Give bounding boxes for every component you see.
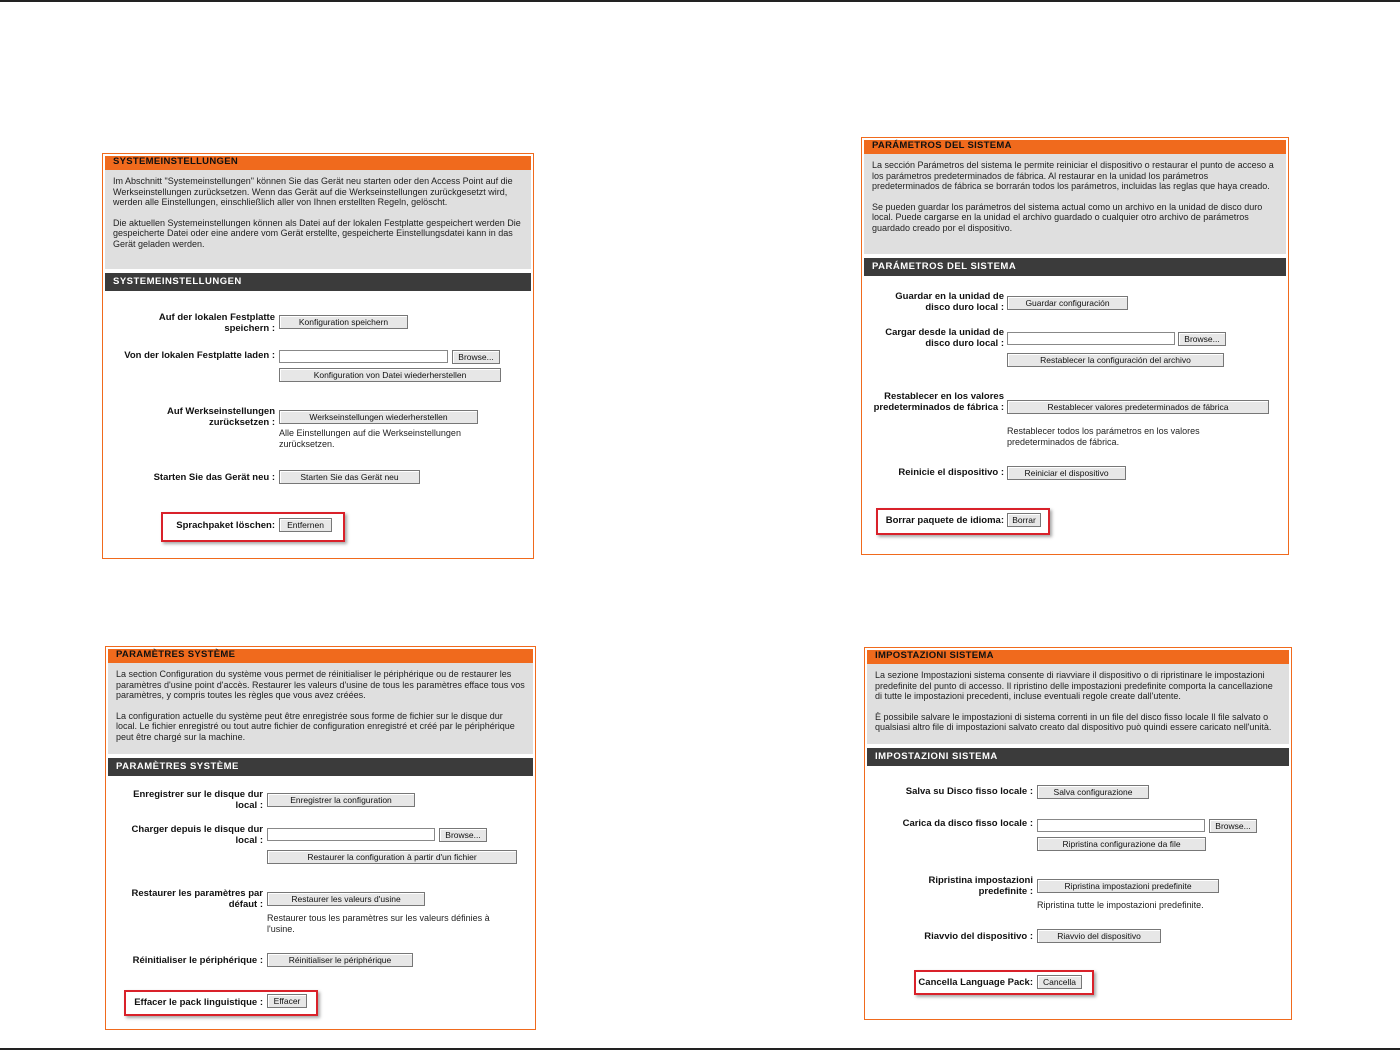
intro-box — [864, 140, 1286, 254]
load-local-label: Carica da disco fisso locale : — [902, 818, 1033, 829]
panel-german — [102, 153, 534, 559]
factory-reset-button[interactable]: Restablecer valores predeterminados de fábrica — [1007, 400, 1269, 414]
config-file-input[interactable] — [1007, 332, 1175, 345]
browse-button[interactable]: Browse... — [1178, 332, 1226, 346]
remove-language-pack-button[interactable]: Entfernen — [279, 518, 332, 532]
top-rule — [0, 0, 1400, 2]
panel-spanish — [861, 137, 1289, 555]
reboot-button[interactable]: Starten Sie das Gerät neu — [279, 470, 420, 484]
factory-reset-note: Ripristina tutte le impostazioni predefinite. — [1037, 900, 1204, 910]
save-configuration-button[interactable]: Enregistrer la configuration — [267, 793, 415, 807]
factory-reset-label: Restablecer en los valores predeterminados de fábrica : — [873, 391, 1004, 413]
save-configuration-button[interactable]: Konfiguration speichern — [279, 315, 408, 329]
intro-paragraph-1: La section Configuration du système vous permet de réinitialiser le périphérique ou de restaurer les paramètres d'usine point d'accès. Restaurer les valeurs d'usine de tous les paramètres efface tous vos paramètres, y compris toutes les règles que vous avez créées. — [116, 669, 525, 700]
save-local-label: Guardar en la unidad de disco duro local : — [895, 291, 1004, 313]
intro-title: PARÁMETROS DEL SISTEMA — [872, 140, 1012, 151]
load-local-label: Von der lokalen Festplatte laden : — [124, 350, 275, 361]
section-header: PARAMÈTRES SYSTÈME — [108, 758, 533, 776]
section-header: PARÁMETROS DEL SISTEMA — [864, 258, 1286, 276]
factory-reset-button[interactable]: Ripristina impostazioni predefinite — [1037, 879, 1219, 893]
factory-reset-button[interactable]: Restaurer les valeurs d'usine — [267, 892, 425, 906]
clear-language-pack-button[interactable]: Effacer — [267, 994, 307, 1008]
intro-title: PARAMÈTRES SYSTÈME — [116, 649, 236, 660]
config-file-input[interactable] — [267, 828, 435, 841]
intro-title: IMPOSTAZIONI SISTEMA — [875, 650, 994, 661]
section-header: IMPOSTAZIONI SISTEMA — [867, 748, 1289, 766]
reboot-label: Riavvio del dispositivo : — [924, 931, 1033, 942]
reboot-button[interactable]: Reiniciar el dispositivo — [1007, 466, 1126, 480]
save-configuration-button[interactable]: Salva configurazione — [1037, 785, 1149, 799]
browse-button[interactable]: Browse... — [439, 828, 487, 842]
panel-italian — [864, 647, 1292, 1020]
save-local-label: Auf der lokalen Festplatte speichern : — [158, 312, 275, 334]
factory-reset-note: Alle Einstellungen auf die Werkseinstellungen zurücksetzen. — [279, 428, 461, 449]
save-local-label: Enregistrer sur le disque dur local : — [133, 789, 263, 811]
reboot-label: Réinitialiser le périphérique : — [132, 955, 263, 966]
language-pack-label: Sprachpaket löschen: — [176, 520, 275, 531]
intro-paragraph-2: Die aktuellen Systemeinstellungen können als Datei auf der lokalen Festplatte gespeichert werden Die gespeicherte Datei oder eine andere vom Gerät erstellte, gespeicherte Einstellungsdatei kann in das Gerät geladen werden. — [113, 217, 521, 249]
cancel-language-pack-button[interactable]: Cancella — [1037, 975, 1082, 989]
intro-box — [105, 156, 531, 269]
bottom-rule — [0, 1048, 1400, 1050]
intro-paragraph-1: La sezione Impostazioni sistema consente di riavviare il dispositivo o di ripristinare le impostazioni predefinite del punto di accesso. Il ripristino delle impostazioni predefinite comporta la cancellazione di tutte le impostazioni precedenti, incluse eventuali regole create dall'utente. — [875, 670, 1273, 701]
restore-from-file-button[interactable]: Restaurer la configuration à partir d'un fichier — [267, 850, 517, 864]
language-pack-label: Cancella Language Pack: — [918, 977, 1033, 988]
delete-language-pack-button[interactable]: Borrar — [1007, 513, 1041, 527]
reboot-button[interactable]: Réinitialiser le périphérique — [267, 953, 413, 967]
intro-title: SYSTEMEINSTELLUNGEN — [113, 156, 238, 167]
browse-button[interactable]: Browse... — [1209, 819, 1257, 833]
intro-paragraph-2: La configuration actuelle du système peut être enregistrée sous forme de fichier sur le disque dur local. Le fichier enregistré ou tout autre fichier de configuration enregistré et créé par le périphérique peut être chargé sur la machine. — [116, 710, 515, 742]
factory-reset-note: Restaurer tous les paramètres sur les valeurs définies à l'usine. — [267, 913, 490, 934]
intro-box — [108, 649, 533, 754]
factory-reset-note: Restablecer todos los parámetros en los valores predeterminados de fábrica. — [1007, 426, 1200, 447]
factory-reset-button[interactable]: Werkseinstellungen wiederherstellen — [279, 410, 478, 424]
load-local-label: Charger depuis le disque dur local : — [131, 824, 263, 846]
factory-reset-label: Restaurer les paramètres par défaut : — [131, 888, 263, 910]
config-file-input[interactable] — [1037, 819, 1205, 832]
intro-paragraph-1: Im Abschnitt "Systemeinstellungen" können Sie das Gerät neu starten oder den Access Point auf die Werkseinstellungen zurücksetzen. Wenn das Gerät auf die Werkseinstellungen zurückgesetzt wird, werden alle Einstellungen, einschließlich aller von Ihnen erstellten Regeln, gelöscht. — [113, 176, 513, 207]
restore-from-file-button[interactable]: Ripristina configurazione da file — [1037, 837, 1206, 851]
save-configuration-button[interactable]: Guardar configuración — [1007, 296, 1128, 310]
reboot-label: Reinicie el dispositivo : — [898, 467, 1004, 478]
language-pack-label: Borrar paquete de idioma: — [885, 515, 1004, 526]
browse-button[interactable]: Browse... — [452, 350, 500, 364]
intro-paragraph-1: La sección Parámetros del sistema le permite reiniciar el dispositivo o restaurar el punto de acceso a los parámetros predeterminados de fábrica. Al restaurar en la unidad los parámetros predeterminados de fábrica se borrarán todos los parámetros, incluidas las reglas que haya creado. — [872, 160, 1274, 191]
restore-from-file-button[interactable]: Restablecer la configuración del archivo — [1007, 353, 1224, 367]
panel-french — [105, 646, 536, 1030]
factory-reset-label: Auf Werkseinstellungen zurücksetzen : — [166, 406, 275, 428]
load-local-label: Cargar desde la unidad de disco duro local : — [885, 327, 1004, 349]
restore-from-file-button[interactable]: Konfiguration von Datei wiederherstellen — [279, 368, 501, 382]
reboot-button[interactable]: Riavvio del dispositivo — [1037, 929, 1161, 943]
reboot-label: Starten Sie das Gerät neu : — [153, 472, 275, 483]
section-header: SYSTEMEINSTELLUNGEN — [105, 273, 531, 291]
intro-paragraph-2: Se pueden guardar los parámetros del sistema actual como un archivo en la unidad de disco duro local. Puede cargarse en la unidad el archivo guardado o cualquier otro archivo de parámetros guardado creado por el dispositivo. — [872, 201, 1263, 233]
factory-reset-label: Ripristina impostazioni predefinite : — [928, 875, 1033, 897]
config-file-input[interactable] — [279, 350, 448, 363]
language-pack-label: Effacer le pack linguistique : — [134, 997, 263, 1008]
save-local-label: Salva su Disco fisso locale : — [905, 786, 1033, 797]
intro-paragraph-2: È possibile salvare le impostazioni di sistema correnti in un file del disco fisso locale Il file salvato o qualsiasi altro file di impostazioni salvato creato dal dispositivo può quindi essere caricato nell'unità. — [875, 711, 1272, 732]
intro-box — [867, 650, 1289, 744]
